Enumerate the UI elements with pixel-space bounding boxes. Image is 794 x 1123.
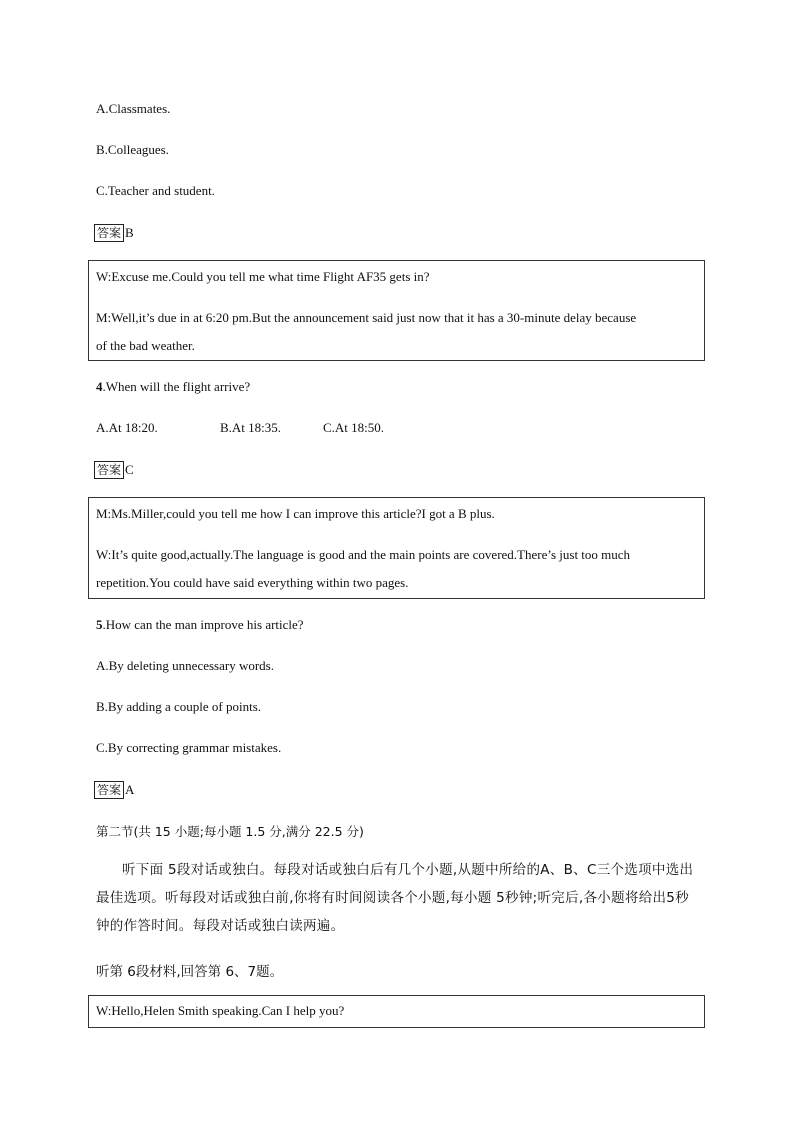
option-a: A.At 18:20. bbox=[96, 420, 158, 435]
option-b: B.At 18:35. bbox=[220, 420, 282, 435]
option-c: C.Teacher and student. bbox=[96, 183, 215, 198]
dialogue-line: of the bad weather. bbox=[96, 338, 195, 353]
dialogue-box bbox=[88, 995, 705, 1028]
dialogue-line: W:Excuse me.Could you tell me what time Flight AF35 gets in? bbox=[96, 269, 430, 284]
question-4-options bbox=[96, 420, 384, 436]
answer-value: C bbox=[125, 462, 134, 477]
answer-row bbox=[94, 461, 134, 479]
option-a: A.By deleting unnecessary words. bbox=[96, 658, 274, 673]
dialogue-line: repetition.You could have said everything within two pages. bbox=[96, 575, 409, 590]
material-instruction: 听第 6段材料,回答第 6、7题。 bbox=[96, 964, 284, 980]
dialogue-line: M:Well,it’s due in at 6:20 pm.But the announcement said just now that it has a 30-minute delay because bbox=[96, 310, 637, 325]
answer-value: B bbox=[125, 225, 134, 240]
option-b: B.Colleagues. bbox=[96, 142, 169, 157]
dialogue-box bbox=[88, 497, 705, 599]
question-text: .How can the man improve his article? bbox=[102, 617, 304, 632]
question-number: 4 bbox=[96, 379, 103, 394]
option-a: A.Classmates. bbox=[96, 101, 171, 116]
answer-label: 答案 bbox=[94, 461, 124, 479]
answer-label: 答案 bbox=[94, 224, 124, 242]
option-c: C.By correcting grammar mistakes. bbox=[96, 740, 282, 755]
answer-row bbox=[94, 781, 134, 799]
answer-row bbox=[94, 224, 134, 242]
dialogue-line: W:It’s quite good,actually.The language is good and the main points are covered.There’s just too much bbox=[96, 547, 631, 562]
dialogue-line: M:Ms.Miller,could you tell me how I can improve this article?I got a B plus. bbox=[96, 506, 495, 521]
question-number: 5 bbox=[96, 617, 103, 632]
dialogue-box bbox=[88, 260, 705, 361]
section-instructions: 听下面 5段对话或独白。每段对话或独白后有几个小题,从题中所给的A、B、C三个选项中选出最佳选项。听每段对话或独白前,你将有时间阅读各个小题,每小题 5秒钟;听完后,各小题将给出5秒钟的作答时间。每段对话或独白读两遍。 bbox=[96, 862, 694, 934]
question-4 bbox=[96, 379, 250, 395]
question-5 bbox=[96, 617, 304, 633]
answer-value: A bbox=[125, 782, 135, 797]
section-heading: 第二节(共 15 小题;每小题 1.5 分,满分 22.5 分) bbox=[96, 824, 364, 839]
option-c: C.At 18:50. bbox=[323, 420, 385, 435]
question-text: .When will the flight arrive? bbox=[102, 379, 251, 394]
option-b: B.By adding a couple of points. bbox=[96, 699, 262, 714]
answer-label: 答案 bbox=[94, 781, 124, 799]
dialogue-line: W:Hello,Helen Smith speaking.Can I help you? bbox=[96, 1003, 345, 1018]
